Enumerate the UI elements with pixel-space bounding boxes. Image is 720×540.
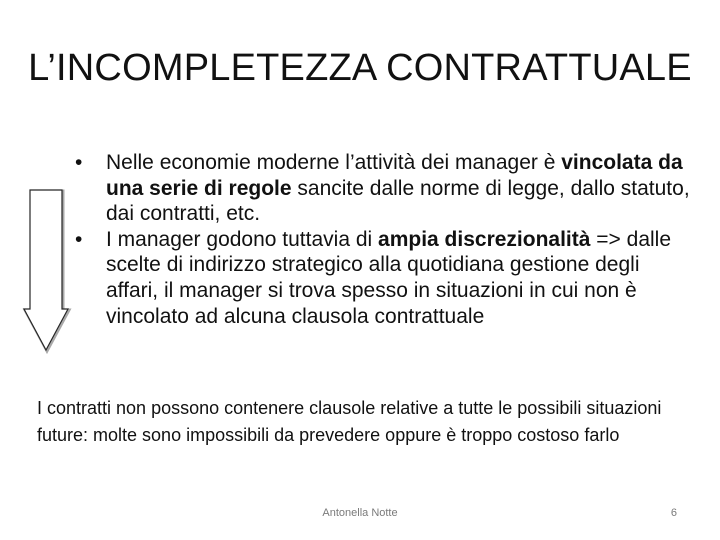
bullet-list	[75, 150, 695, 329]
bullet-item	[75, 227, 695, 329]
body-paragraph: I contratti non possono contenere clausole relative a tutte le possibili situazioni future: molte sono impossibili da prevedere oppure è troppo costoso farlo	[37, 398, 662, 445]
down-arrow-icon	[22, 187, 72, 355]
footer-author: Antonella Notte	[322, 507, 398, 519]
bullet-text: => dalle scelte di indirizzo strategico alla quotidiana gestione degli affari, il manager si trova spesso in situazioni in cui non è vincolato ad alcuna clausola contrattuale	[106, 227, 672, 328]
bullet-emphasis: ampia discrezionalità	[378, 227, 591, 251]
bullet-text: Nelle economie moderne l’attività dei manager è	[106, 151, 562, 174]
bullet-dot: •	[75, 151, 83, 174]
page-number: 6	[670, 507, 677, 519]
bullet-text: I manager godono tuttavia di	[106, 227, 379, 251]
bullet-dot: •	[75, 227, 83, 251]
bullet-text: sancite dalle norme di legge, dallo statuto, dai contratti, etc.	[106, 176, 690, 226]
bullet-item	[75, 150, 695, 227]
slide-title: L’INCOMPLETEZZA CONTRATTUALE	[28, 47, 692, 89]
bullet-emphasis: vincolata da una serie di regole	[106, 151, 683, 200]
